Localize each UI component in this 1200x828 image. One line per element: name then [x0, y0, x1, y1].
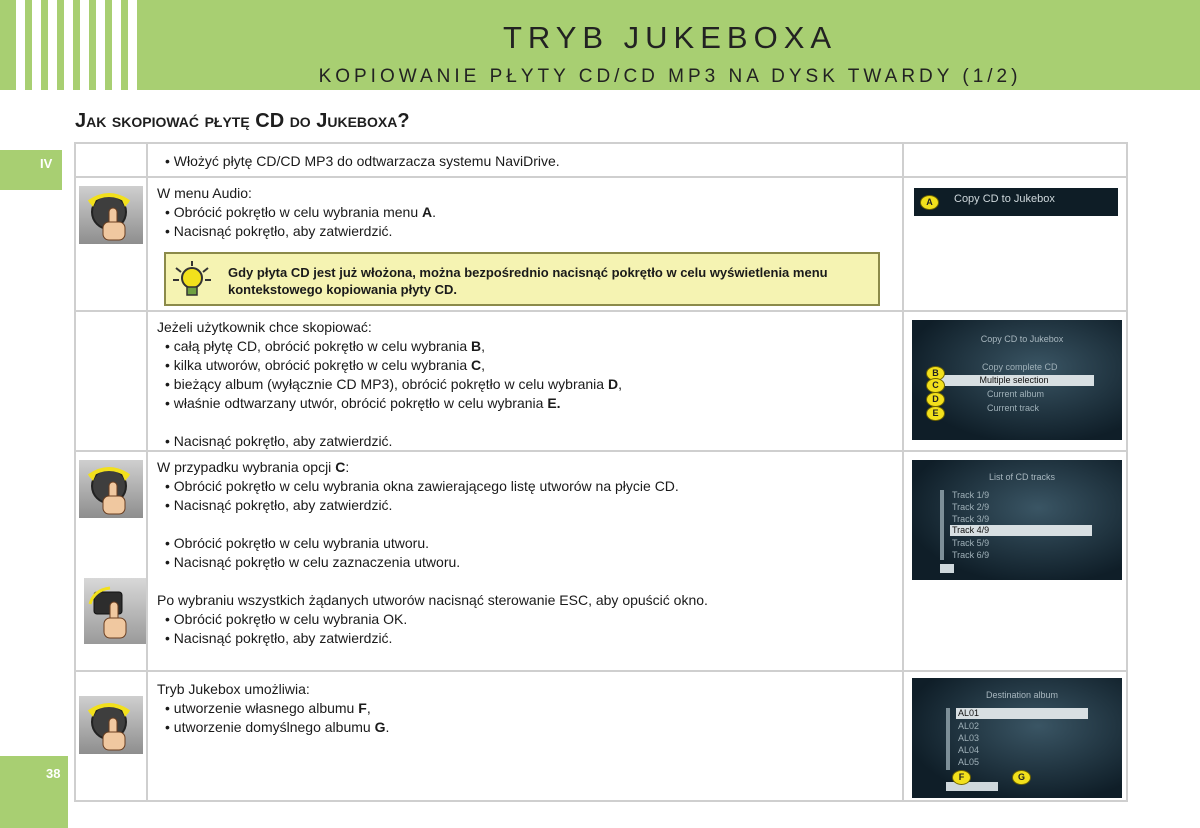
instruction-intro: Tryb Jukebox umożliwia: [157, 681, 310, 697]
callout-badge: A [920, 195, 939, 210]
screen-title: Destination album [985, 690, 1059, 700]
instruction-bullet: • utworzenie własnego albumu F, [157, 699, 896, 718]
display-screen [912, 678, 1122, 798]
screen-menu-item: Copy complete CD [982, 362, 1058, 372]
lightbulb-icon [172, 260, 212, 298]
tip-box [164, 252, 880, 306]
table-row [76, 452, 1126, 672]
page-title: TRYB JUKEBOXA [502, 20, 838, 55]
screen-list-item: Track 6/9 [952, 550, 990, 560]
instruction-bullet: • Nacisnąć pokrętło w celu zaznaczenia utworu. [157, 553, 896, 572]
page-number: 38 [46, 766, 61, 781]
page-number-tab [0, 756, 68, 828]
page-subtitle: KOPIOWANIE PŁYTY CD/CD MP3 NA DYSK TWARDY (1/2) [318, 66, 1022, 87]
header-stripes [0, 0, 140, 90]
callout-badge: C [926, 378, 945, 393]
instruction-intro: Jeżeli użytkownik chce skopiować: [157, 319, 372, 335]
instruction-bullet: • bieżący album (wyłącznie CD MP3), obrócić pokrętło w celu wybrania D, [157, 375, 896, 394]
screen-menu-item: Copy CD to Jukebox [954, 193, 1055, 205]
screen-list-item: AL02 [958, 721, 980, 731]
screen-list-item: Track 1/9 [952, 490, 990, 500]
screen-menu-item: Current album [987, 389, 1045, 399]
instruction-bullet: • Nacisnąć pokrętło, aby zatwierdzić. [157, 432, 896, 451]
table-row [76, 144, 1126, 178]
esc-button-icon [84, 578, 146, 644]
screen-list-item: Track 2/9 [952, 502, 990, 512]
instruction-table [74, 142, 1128, 802]
instruction-bullet: • kilka utworów, obrócić pokrętło w celu wybrania C, [157, 356, 896, 375]
instruction-bullet: • całą płytę CD, obrócić pokrętło w celu wybrania B, [157, 337, 896, 356]
rotary-knob-icon [79, 460, 143, 518]
screen-list-item-selected: AL01 [956, 708, 1088, 719]
instruction-bullet: • Włożyć płytę CD/CD MP3 do odtwarzacza systemu NaviDrive. [157, 152, 896, 171]
section-heading: Jak skopiować płytę CD do Jukeboxa? [75, 110, 410, 132]
screen-title: Copy CD to Jukebox [980, 334, 1064, 344]
page-header [0, 0, 1200, 90]
instruction-paragraph: Po wybraniu wszystkich żądanych utworów nacisnąć sterowanie ESC, aby opuścić okno. [157, 592, 708, 608]
instruction-bullet: • Nacisnąć pokrętło, aby zatwierdzić. [157, 222, 896, 241]
screen-ok-icon [940, 564, 954, 573]
instruction-bullet: • właśnie odtwarzany utwór, obrócić pokrętło w celu wybrania E. [157, 394, 896, 413]
screen-list-item: AL04 [958, 745, 980, 755]
screen-list-item: Track 5/9 [952, 538, 990, 548]
scrollbar [940, 490, 944, 560]
screen-list-item: AL05 [958, 757, 980, 767]
screen-list-item-selected: Track 4/9 [950, 525, 1092, 536]
scrollbar [946, 708, 950, 770]
screen-list-item: AL03 [958, 733, 980, 743]
instruction-bullet: • Obrócić pokrętło w celu wybrania OK. [157, 610, 896, 629]
instruction-bullet: • Obrócić pokrętło w celu wybrania okna zawierającego listę utworów na płycie CD. [157, 477, 896, 496]
table-row [76, 178, 1126, 312]
screen-button [946, 782, 998, 791]
chapter-number: IV [40, 156, 53, 171]
screen-menu-item-selected: Multiple selection [934, 375, 1094, 386]
instruction-intro: W menu Audio: [157, 185, 252, 201]
rotary-knob-icon [79, 186, 143, 244]
screen-title: List of CD tracks [988, 472, 1055, 482]
callout-badge: G [1012, 770, 1031, 785]
table-row [76, 312, 1126, 452]
table-row [76, 672, 1126, 800]
screen-menu-item: Current track [987, 403, 1040, 413]
instruction-bullet: • Obrócić pokrętło w celu wybrania utworu. [157, 534, 896, 553]
callout-badge: F [952, 770, 971, 785]
display-screen [912, 320, 1122, 440]
chapter-tab [0, 150, 62, 190]
instruction-bullet: • Obrócić pokrętło w celu wybrania menu A. [157, 203, 896, 222]
display-screen [914, 188, 1118, 216]
instruction-bullet: • Nacisnąć pokrętło, aby zatwierdzić. [157, 629, 896, 648]
callout-badge: D [926, 392, 945, 407]
tip-text: Gdy płyta CD jest już włożona, można bezpośrednio nacisnąć pokrętło w celu wyświetlenia menu kontekstowego kopiowania płyty CD. [228, 265, 828, 297]
callout-badge: B [926, 366, 945, 381]
screen-list-item: Track 3/9 [952, 514, 990, 524]
callout-badge: E [926, 406, 945, 421]
instruction-bullet: • utworzenie domyślnego albumu G. [157, 718, 896, 737]
display-screen [912, 460, 1122, 580]
instruction-intro: W przypadku wybrania opcji C: [157, 459, 350, 475]
instruction-bullet: • Nacisnąć pokrętło, aby zatwierdzić. [157, 496, 896, 515]
rotary-knob-icon [79, 696, 143, 754]
